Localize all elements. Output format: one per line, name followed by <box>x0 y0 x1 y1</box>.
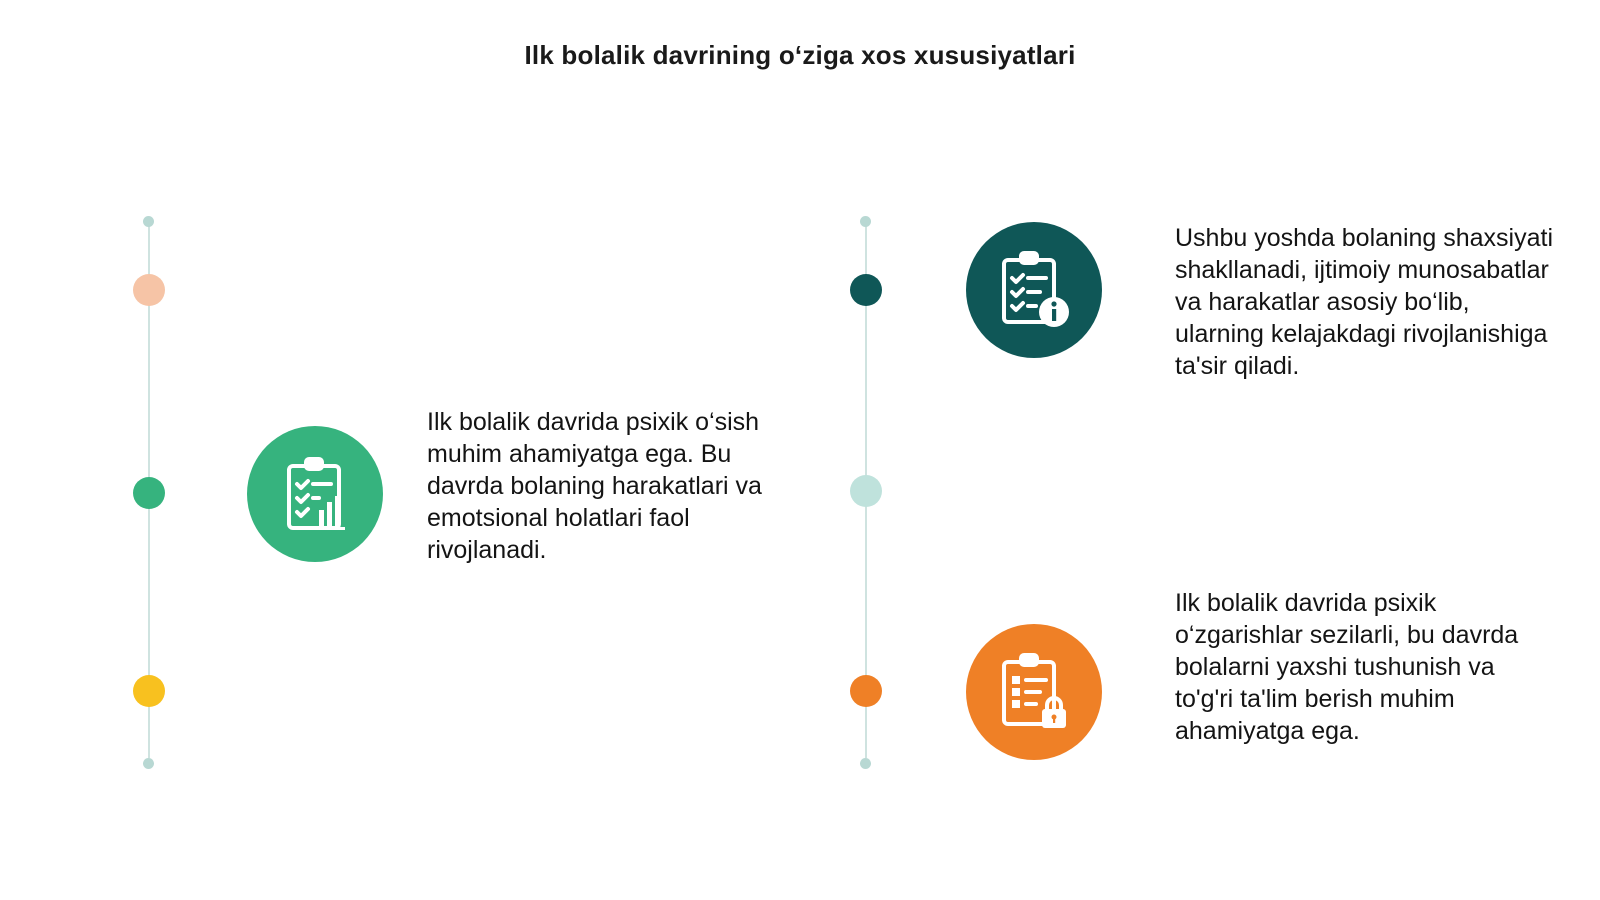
clipboard-lock-icon <box>966 624 1102 760</box>
clipboard-chart-icon <box>247 426 383 562</box>
item-1-text: Ilk bolalik davrida psixik o‘sish muhim ahamiyatga ega. Bu davrda bolaning harakatlari va emotsional holatlari faol rivojlanadi. <box>427 408 762 564</box>
item-3-text: Ilk bolalik davrida psixik o‘zgarishlar sezilarli, bu davrda bolalarni yaxshi tushunish va to'g'ri ta'lim berish muhim ahamiyatga ega. <box>1175 589 1519 745</box>
left-timeline-dot-yellow <box>133 675 165 707</box>
left-timeline-dot-green <box>133 477 165 509</box>
right-timeline-dot-orange <box>850 675 882 707</box>
right-timeline-end <box>860 758 871 769</box>
clipboard-info-icon <box>966 222 1102 358</box>
left-timeline-dot-peach <box>133 274 165 306</box>
left-timeline-end <box>143 758 154 769</box>
left-timeline-start <box>143 216 154 227</box>
right-timeline-dot-light <box>850 475 882 507</box>
slide-title: Ilk bolalik davrining o‘ziga xos xususiyatlari <box>524 40 1076 70</box>
right-timeline-dot-teal <box>850 274 882 306</box>
right-timeline-start <box>860 216 871 227</box>
item-2-text: Ushbu yoshda bolaning shaxsiyati shakllanadi, ijtimoiy munosabatlar va harakatlar asosiy bo‘lib, ularning kelajakdagi rivojlanishiga ta'sir qiladi. <box>1175 224 1554 380</box>
